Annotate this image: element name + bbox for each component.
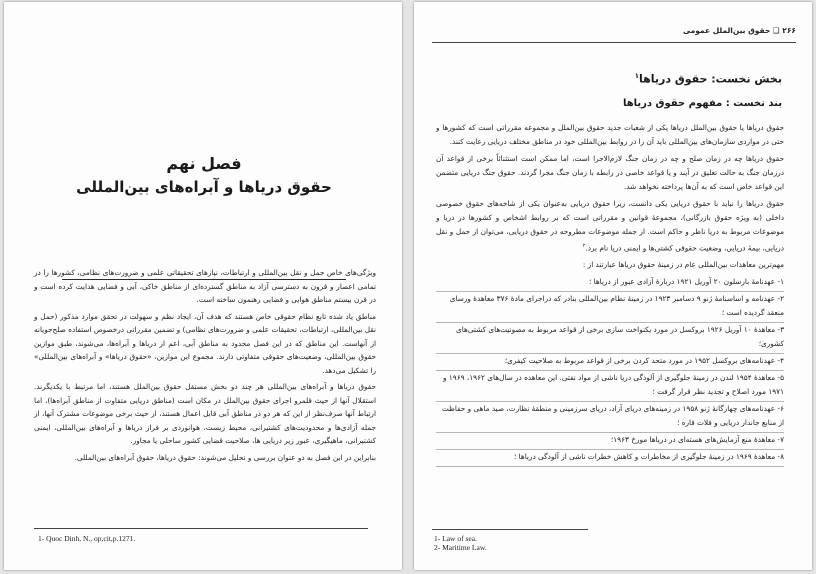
footnote-divider (432, 529, 588, 530)
treaty-item: ۵- معاهدهٔ ۱۹۵۴ لندن در زمینهٔ جلوگیری از آلودگی دریا ناشی از مواد نفتی. این معاهده در سال‌های ۱۹۶۲، ۱۹۶۹ و ۱۹۷۱ مورد اصلاح و تجدید نظر قرار گرفت ؛ (436, 371, 784, 402)
footnote-marker: ۲ (582, 243, 586, 249)
chapter-title: فصل نهم (166, 154, 242, 173)
right-paragraph-text: حقوق دریاها را نباید با حقوق دریایی یکی دانست، زیرا حقوق دریایی به‌عنوان یکی از شاخه‌های حقوق خصوصی داخلی (به ویژه حقوق بازرگانی)، مجموعهٔ قوانین و مقرراتی است که بر روابط اشخاص و کشورها در دریا و موضوعات مربوط به دریا ناظر و حاکم است. از جمله موضوعات مطروحه در حقوق دریایی، می‌توان از حمل و نقل دریایی، بیمهٔ دریایی، وضعیت حقوقی کشتی‌ها و ایمنی دریا نام برد. (436, 199, 784, 253)
left-page (4, 2, 402, 570)
treaty-item: ۴- عهدنامه‌های بروکسل ۱۹۵۲ در مورد متحد کردن برخی از قواعد مربوط به صلاحیت کیفری؛ (436, 354, 784, 371)
treaty-list-intro: مهم‌ترین معاهدات بین‌المللی عام در زمینهٔ حقوق دریاها عبارتند از : (582, 260, 784, 270)
section-title-text: بخش نخست: حقوق دریاها (639, 72, 782, 86)
left-paragraph: ویژگی‌های خاص حمل و نقل بین‌المللی و ارتباطات، نیازهای تحقیقاتی علمی و ضرورت‌های نظامی، کشورها را در تمامی اعصار و قرون به دسترسی آزاد به مناطق گسترده‌ای از مناطق خاکی، آبی و فضایی هدایت کرده است و در قرن بیستم مناطق هوایی و فضایی رهنمون ساخته است. (34, 268, 376, 304)
treaty-list (436, 275, 784, 467)
right-paragraph: حقوق دریاها یا حقوق بین‌الملل دریاها یکی از شعبات جدید حقوق بین‌الملل و مجموعه مقرراتی است که کشورها و حتی در مواردی سازمان‌های بین‌المللی باید آن را در روابط بین‌المللی خود در مناطق مختلف دریایی رعایت کنند. (436, 123, 784, 146)
footnotes (434, 534, 487, 552)
running-header-text: ۲۶۶ ❑ حقوق بین‌الملل عمومی (683, 26, 796, 35)
left-body-text (34, 266, 376, 467)
left-paragraph: بنابراین در این فصل به دو عنوان بررسی و تحلیل می‌شوند: حقوق دریاها، حقوق آبراه‌های بین‌المللی. (74, 452, 376, 462)
left-paragraph: حقوق دریاها و آبراه‌های بین‌المللی هر چند دو بخش مستقل حقوق بین‌الملل هستند، اما مرتبط با یکدیگرند. استقلال آنها از حیث قلمرو اجرای حقوق بین‌الملل در مکان است (مناطق دریایی متفاوت از مناطق آبراه‌ها)، اما ارتباط آنها صرف‌نظر از این که هر دو در مناطق آبی قابل اعمال هستند، از حیث برخی موضوعات مشترک آنها، از جمله آزادی‌ها و محدودیت‌های کشتیرانی، محیط زیست، هوانوردی بر فراز دریاها و آبراه‌های بین‌المللی، ایمنی کشتیرانی، ماهیگیری، عبور زیر دریایی ها، صلاحیت قضایی کشور ساحلی یا مجاور. (34, 382, 376, 445)
treaty-item: ۸- معاهدهٔ ۱۹۶۹ در زمینهٔ جلوگیری از مخاطرات و کاهش خطرات ناشی از آلودگی دریاها ؛ (436, 450, 784, 467)
treaty-item: ۷- معاهدهٔ منع آزمایش‌های هسته‌ای در دریاها مورخ ۱۹۶۳؛ (436, 433, 784, 450)
footnote-marker: ۱ (634, 72, 640, 80)
running-header (432, 26, 796, 40)
footnote: 1- Quoc Dinh, N., op,cit,p.1271. (38, 534, 136, 543)
subsection-title: بند نخست : مفهوم حقوق دریاها (622, 98, 782, 109)
chapter-subtitle: حقوق دریاها و آبراه‌های بین‌المللی (76, 178, 332, 196)
right-body-text (436, 121, 784, 467)
footnote: 1- Law of sea. (434, 534, 477, 543)
right-paragraph: حقوق دریاها چه در زمان صلح و چه در زمان جنگ لازم‌الاجرا است، اما ممکن است استثنائاً برخی از قواعد آن درزمان جنگ به حالت تعلیق در آیند و یا قواعد خاصی در رابطه با زمان جنگ مجرا گردند. حقوق جنگ دریایی متضمن این قواعد خاص است که به آن‌ها پرداخته نخواهد شد. (436, 154, 784, 191)
left-paragraph: مناطق یاد شده تابع نظام حقوقی خاص هستند که هدف آن، ایجاد نظم و سهولت در تحقق موارد مذکور (حمل و نقل بین‌المللی، ارتباطات، تحقیقات علمی و ضرورت‌های نظامی) و تضمین مقرراتی درخصوص استفاده صلح‌جویانه از آنهاست. این مناطق که در این فصل محدود به مناطق آبی، اعم از دریاها و آبراه‌ها، می‌شوند، طبق موازین حقوق بین‌المللی، وضعیت‌های حقوقی متفاوتی دارند. مجموع این موازین، «حقوق دریاها» و آبراه‌های بین‌المللی» را تشکیل می‌دهد. (34, 311, 376, 375)
header-divider (432, 42, 796, 43)
footnote: 2- Maritime Law. (434, 543, 487, 552)
right-paragraph (436, 197, 784, 255)
treaty-item: ۶- عهدنامه‌های چهارگانهٔ ژنو ۱۹۵۸ در زمینه‌های دریای آزاد، دریای سرزمینی و منطقهٔ نظارت، صید ماهی و حفاظت از منابع جاندار دریایی و فلات قاره ؛ (436, 402, 784, 433)
right-page (414, 2, 812, 570)
footnote-divider (34, 528, 368, 529)
treaty-item: ۳- معاهدهٔ ۱۰ آوریل ۱۹۲۶ بروکسل در مورد یکنواخت سازی برخی از قواعد مربوط به مصونیت‌های کشتی‌های کشوری؛ (436, 323, 784, 354)
treaty-item: ۱- عهدنامهٔ بارسلون ۲۰ آوریل ۱۹۲۱ دربارهٔ آزادی عبور از دریاها ؛ (436, 275, 784, 292)
chapter-heading-block (62, 140, 346, 286)
section-title (635, 72, 782, 86)
treaty-item: ۲- عهدنامه و اساسنامهٔ ژنو ۹ دسامبر ۱۹۲۳ در زمینهٔ نظام بین‌المللی بنادر که دراجرای مادهٔ ۳۷۶ معاهدهٔ ورسای منعقد گردیده است ؛ (436, 292, 784, 323)
